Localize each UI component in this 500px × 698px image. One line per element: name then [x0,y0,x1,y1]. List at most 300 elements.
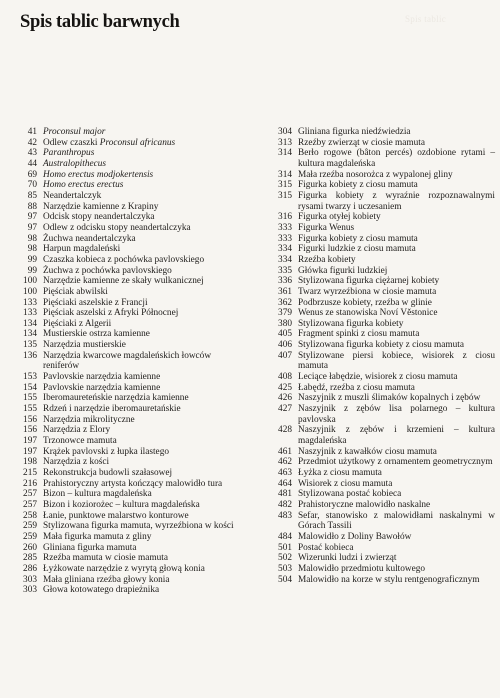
plate-entry [250,479,496,490]
plate-number: 461 [278,446,292,457]
plate-title-text: Paranthropus [43,148,95,159]
plate-title-text: Proconsul major [43,127,106,137]
plate-entry [0,553,246,564]
plate-title-text: Naszyjnik z kawałków ciosu mamuta [298,446,437,457]
plate-entry [0,447,246,458]
plate-entry [250,393,496,404]
plate-title-text: Narzędzia kwarcowe magdaleńskich łowców reniferów [43,350,212,372]
plate-number: 462 [278,457,292,468]
plate-title [298,148,495,169]
plate-title-text: Harpun magdaleński [43,244,121,255]
plate-title-text: Pięściak aszelski z Afryki Północnej [43,308,179,319]
plate-entry [250,234,496,245]
plate-title [43,223,243,234]
plate-title-text: Bizon i koziorożec – kultura magdaleńska [43,499,200,510]
plate-title-text: Narzędzia mikrolityczne [43,414,135,425]
plate-entry [250,383,496,394]
plate-number: 408 [278,372,292,383]
plate-number: 335 [278,265,292,276]
plate-title-text: Stylizowana figurka kobiety z ciosu mamuta [298,340,465,351]
plate-title [43,511,243,522]
plate-entry [0,255,246,266]
plate-title-text: Krążek pavlovski z łupka ilastego [43,446,169,457]
plate-number: 155 [23,404,37,415]
plate-title-text: Narzędzie kamienne ze skały wulkanicznej [43,276,204,287]
plate-entry [0,319,246,330]
plate-entry [250,191,496,212]
plate-title-text: Mustierskie ostrza kamienne [43,329,150,340]
plate-title [43,575,243,586]
plate-number: 156 [23,414,37,425]
plate-number: 501 [278,542,292,553]
plate-number: 463 [278,468,292,478]
plate-entry [0,468,246,479]
plate-number: 43 [27,148,37,159]
plate-title [298,329,495,340]
plate-number: 258 [23,510,37,521]
plate-number: 154 [23,382,37,393]
plate-title [298,127,495,138]
plate-title [298,170,495,181]
plate-title [298,393,495,404]
plate-number: 502 [278,553,292,564]
plate-title-text: Łabędź, rzeźba z ciosu mamuta [298,382,415,393]
plate-number: 100 [23,286,37,297]
plate-title [43,543,243,554]
plate-title-text: Podbrzusze kobiety, rzeźba w glinie [298,297,432,308]
plate-title-text: Narzędzia mustierskie [43,340,126,351]
plate-title-text: Leciące łabędzie, wisiorek z ciosu mamuta [298,372,458,383]
plate-number: 135 [23,340,37,351]
plate-title-text: Bizon – kultura magdaleńska [43,489,152,500]
plate-number: 481 [278,489,292,500]
plate-entry [0,138,246,149]
plate-title-text: Głowa kotowatego drapieżnika [43,585,160,596]
plate-entry [0,564,246,575]
plate-title [298,191,495,212]
plate-title [43,191,243,202]
plate-entry [250,127,496,138]
plate-number: 380 [278,318,292,329]
plate-entry [0,351,246,372]
plate-entry [250,276,496,287]
plate-title-text: Wenus ze stanowiska Noví Věstonice [298,308,438,319]
left-column [0,127,246,596]
plate-title-text: Rzeźby zwierząt w ciosie mamuta [298,137,426,148]
plate-title [43,457,243,468]
plate-number: 314 [278,169,292,180]
plate-title [298,489,495,500]
plate-title [298,511,495,532]
plate-number: 42 [27,137,37,148]
plate-number: 155 [23,393,37,404]
plate-title-text: Pięściaki z Algerii [43,318,112,329]
plate-title [298,276,495,287]
plate-title [43,255,243,266]
plate-title [43,298,243,309]
right-column [250,127,496,585]
plate-title [43,159,243,170]
plate-title-text: Figurka kobiety z wyraźnie rozpoznawalnymi rysami twarzy i uczesaniem [298,190,495,212]
plate-title [43,244,243,255]
plate-number: 425 [278,382,292,393]
plate-title-text: Rdzeń i narzędzie iberomauretańskie [43,404,181,415]
plate-title [43,425,243,436]
plate-number: 333 [278,222,292,233]
plate-title [298,255,495,266]
plate-title [298,372,495,383]
plate-number: 316 [278,212,292,223]
plate-number: 504 [278,574,292,585]
plate-title [43,393,243,404]
plate-title-text: Główka figurki ludzkiej [298,265,388,276]
plate-entry [0,244,246,255]
plate-entry [250,148,496,169]
plate-number: 464 [278,478,292,489]
plate-title-text: Malowidło przedmiotu kultowego [298,563,426,574]
plate-number: 98 [27,233,37,244]
plate-number: 313 [278,137,292,148]
plate-entry [250,564,496,575]
plate-title-text: Przedmiot użytkowy z ornamentem geometrycznym [298,457,493,468]
plate-entry [0,148,246,159]
plate-title-text: Figurki ludzkie z ciosu mamuta [298,244,416,255]
plate-entry [250,404,496,425]
plate-number: 99 [27,254,37,265]
plate-entry [0,159,246,170]
plate-title [43,276,243,287]
plate-title [298,351,495,372]
bleed-through-text: Spis tablic [405,14,447,24]
plate-title-text: Żuchwa neandertalczyka [43,233,136,244]
plate-title-text: Rzeźba kobiety [298,254,356,265]
plate-title-text: Narzędzie kamienne z Krapiny [43,201,159,212]
plate-title [298,180,495,191]
plate-entry [250,489,496,500]
plate-title [43,329,243,340]
plate-number: 98 [27,244,37,255]
plate-number: 97 [27,222,37,233]
plate-entry [0,585,246,596]
plate-entry [250,212,496,223]
plate-number: 197 [23,436,37,447]
plate-number: 260 [23,542,37,553]
plate-entry [0,404,246,415]
plate-entry [250,447,496,458]
plate-number: 99 [27,265,37,276]
plate-title-text: Fragment spinki z ciosu mamuta [298,329,420,340]
plate-entry [0,372,246,383]
plate-number: 426 [278,393,292,404]
plate-entry [0,180,246,191]
plate-title [43,351,243,372]
plate-entry [250,223,496,234]
plate-title-text: Prahistoryczny artysta kończący malowidło tura [43,478,223,489]
plate-title-text: Odcisk stopy neandertalczyka [43,212,155,223]
plate-entry [0,383,246,394]
plate-number: 503 [278,563,292,574]
plate-number: 405 [278,329,292,340]
plate-number: 216 [23,478,37,489]
plate-number: 315 [278,180,292,191]
plate-title-text: Figurka kobiety z ciosu mamuta [298,233,418,244]
plate-title-text: Stylizowana postać kobieca [298,489,402,500]
plate-number: 334 [278,254,292,265]
plate-number: 286 [23,563,37,574]
plate-entry [0,329,246,340]
plate-title [298,553,495,564]
plate-title [43,372,243,383]
plate-number: 215 [23,468,37,478]
plate-number: 156 [23,425,37,436]
plate-entry [0,234,246,245]
plate-title-text: Rzeźba mamuta w ciosie mamuta [43,553,168,564]
plate-title-text: Mała gliniana rzeźba głowy konia [43,574,170,585]
plate-title-text: Figurka Wenus [298,222,355,233]
plate-title-text: Narzędzia z kości [43,457,110,468]
plate-title [298,500,495,511]
plate-title-text: Pavlovskie narzędzia kamienne [43,372,161,383]
plate-title [43,148,243,159]
plate-title [298,138,495,149]
plate-title-text: Narzędzia z Elory [43,425,111,436]
plate-title [43,489,243,500]
plate-number: 133 [23,297,37,308]
plate-title [43,234,243,245]
plate-title [298,425,495,446]
plate-entry [0,500,246,511]
plate-number: 379 [278,308,292,319]
plate-title [43,138,243,149]
plate-title [43,308,243,319]
plate-entry [250,351,496,372]
plate-title [43,127,243,138]
plate-title-text: Australopithecus [43,158,107,169]
plate-number: 336 [278,276,292,287]
page-title: Spis tablic barwnych [20,12,180,32]
plate-title-text: Stylizowane piersi kobiece, wisiorek z ciosu mamuta [298,350,495,372]
plate-title [43,553,243,564]
plate-title-text: Odlew z odcisku stopy neandertalczyka [43,222,191,233]
plate-entry [0,511,246,522]
plate-title-text: Żuchwa z pochówka pavlovskiego [43,265,172,276]
plate-entry [250,319,496,330]
plate-title-text: Figurka otyłej kobiety [298,212,381,223]
plate-number: 69 [27,169,37,180]
plate-number: 303 [23,574,37,585]
plate-entry [250,500,496,511]
plate-number: 334 [278,244,292,255]
plate-title-italic: Proconsul africanus [99,137,176,148]
plate-title [43,500,243,511]
plate-title [43,564,243,575]
plate-title-text: Stylizowana figurka kobiety [298,318,404,329]
plate-title [43,319,243,330]
plate-entry [250,138,496,149]
plate-title-text: Rekonstrukcja budowli szałasowej [43,468,173,478]
plate-title [298,223,495,234]
plate-title [298,457,495,468]
plate-entry [0,415,246,426]
plate-title-text: Neandertalczyk [43,190,102,201]
plate-entry [250,170,496,181]
plate-title-text: Gliniana figurka niedźwiedzia [298,127,411,137]
plate-number: 136 [23,350,37,361]
plate-title [43,447,243,458]
plate-title [298,532,495,543]
plate-title [43,585,243,596]
plate-number: 85 [27,190,37,201]
plate-number: 407 [278,350,292,361]
plate-title-text: Łanie, punktowe malarstwo konturowe [43,510,189,521]
plate-entry [250,329,496,340]
plate-title-text: Trzonowce mamuta [43,436,117,447]
plate-entry [0,543,246,554]
plate-title-text: Pięściak abwilski [43,286,108,297]
plate-entry [250,553,496,564]
plate-title [43,415,243,426]
plate-number: 41 [27,127,37,137]
plate-title-text: Stylizowana figurka mamuta, wyrzeźbiona w kości [43,521,234,532]
plate-title-text: Stylizowana figurka ciężarnej kobiety [298,276,440,287]
plate-entry [250,244,496,255]
plate-title [298,468,495,479]
plate-title [43,532,243,543]
plate-number: 259 [23,521,37,532]
plate-title [298,575,495,586]
plate-title-text: Wizerunki ludzi i zwierząt [298,553,397,564]
plate-number: 70 [27,180,37,191]
plate-number: 482 [278,499,292,510]
plate-number: 257 [23,489,37,500]
plate-number: 197 [23,446,37,457]
plate-entry [0,266,246,277]
plate-title-text: Łyżka z ciosu mamuta [298,468,382,478]
plate-entry [0,425,246,436]
plate-title-text: Homo erectus erectus [43,180,124,191]
plate-entry [0,532,246,543]
plate-title-text: Wisiorek z ciosu mamuta [298,478,393,489]
plate-title-text: Pięściaki aszelskie z Francji [43,297,148,308]
plate-title [43,468,243,479]
plate-entry [0,170,246,181]
plate-title-text: Odlew czaszki [43,137,100,148]
plate-entry [0,479,246,490]
plate-title [298,383,495,394]
plate-entry [0,276,246,287]
plate-title [43,170,243,181]
plate-title [43,404,243,415]
plate-title [43,266,243,277]
plate-title [298,319,495,330]
plate-entry [0,521,246,532]
plate-title [298,266,495,277]
plate-title-text: Naszyjnik z muszli ślimaków kopalnych i zębów [298,393,481,404]
plate-number: 315 [278,190,292,201]
plate-number: 333 [278,233,292,244]
plate-entry [250,457,496,468]
plate-title-text: Homo erectus modjokertensis [43,169,154,180]
plate-title-text: Berło rogowe (bâton percés) ozdobione rytami – kultura magdaleńska [298,148,495,169]
plate-number: 134 [23,329,37,340]
plate-entry [250,255,496,266]
plate-title-text: Mała figurka mamuta z gliny [43,531,152,542]
plate-title [298,212,495,223]
plate-title [298,234,495,245]
plate-entry [0,287,246,298]
plate-number: 484 [278,531,292,542]
plate-title-text: Czaszka kobieca z pochówka pavlovskiego [43,254,205,265]
plate-entry [250,298,496,309]
plate-title [298,543,495,554]
plate-number: 198 [23,457,37,468]
plate-entry [250,308,496,319]
plate-entry [0,298,246,309]
plate-title-text: Figurka kobiety z ciosu mamuta [298,180,418,191]
plate-number: 303 [23,585,37,596]
plate-title-text: Gliniana figurka mamuta [43,542,137,553]
plate-title [43,287,243,298]
plate-title [43,436,243,447]
plate-title [43,180,243,191]
plate-entry [250,287,496,298]
plate-number: 100 [23,276,37,287]
plate-number: 257 [23,499,37,510]
plate-entry [250,575,496,586]
plate-number: 362 [278,297,292,308]
plate-number: 428 [278,425,292,436]
plate-title [43,521,243,532]
plate-number: 427 [278,404,292,415]
plate-entry [250,266,496,277]
plate-title [43,202,243,213]
plate-entry [0,191,246,202]
plate-entry [250,340,496,351]
plate-title-text: Pavlovskie narzędzia kamienne [43,382,161,393]
plate-entry [250,372,496,383]
plate-title [298,287,495,298]
plate-title-text: Malowidło na korze w stylu rentgenograficznym [298,574,480,585]
plate-number: 406 [278,340,292,351]
plate-title-text: Prahistoryczne malowidło naskalne [298,499,431,510]
plate-entry [0,340,246,351]
plate-number: 134 [23,318,37,329]
plate-number: 361 [278,286,292,297]
plate-number: 483 [278,510,292,521]
plate-number: 44 [27,158,37,169]
plate-title [298,244,495,255]
plate-entry [0,212,246,223]
plate-entry [250,511,496,532]
plate-title-text: Sefar, stanowisko z malowidłami naskalnymi w Górach Tassili [298,510,495,532]
plate-entry [250,180,496,191]
plate-title [298,298,495,309]
plate-title-text: Malowidło z Doliny Bawołów [298,531,412,542]
plate-title [43,383,243,394]
plate-title [298,340,495,351]
plate-number: 97 [27,212,37,223]
plate-entry [0,127,246,138]
plate-title-text: Łyżkowate narzędzie z wyrytą głową konia [43,563,205,574]
plate-entry [0,457,246,468]
plate-entry [250,532,496,543]
plate-entry [250,543,496,554]
plate-title [298,447,495,458]
plate-number: 314 [278,148,292,159]
plate-title-text: Naszyjnik z zębów i krzemieni – kultura magdaleńska [298,425,495,447]
plate-entry [0,575,246,586]
plate-title [43,212,243,223]
